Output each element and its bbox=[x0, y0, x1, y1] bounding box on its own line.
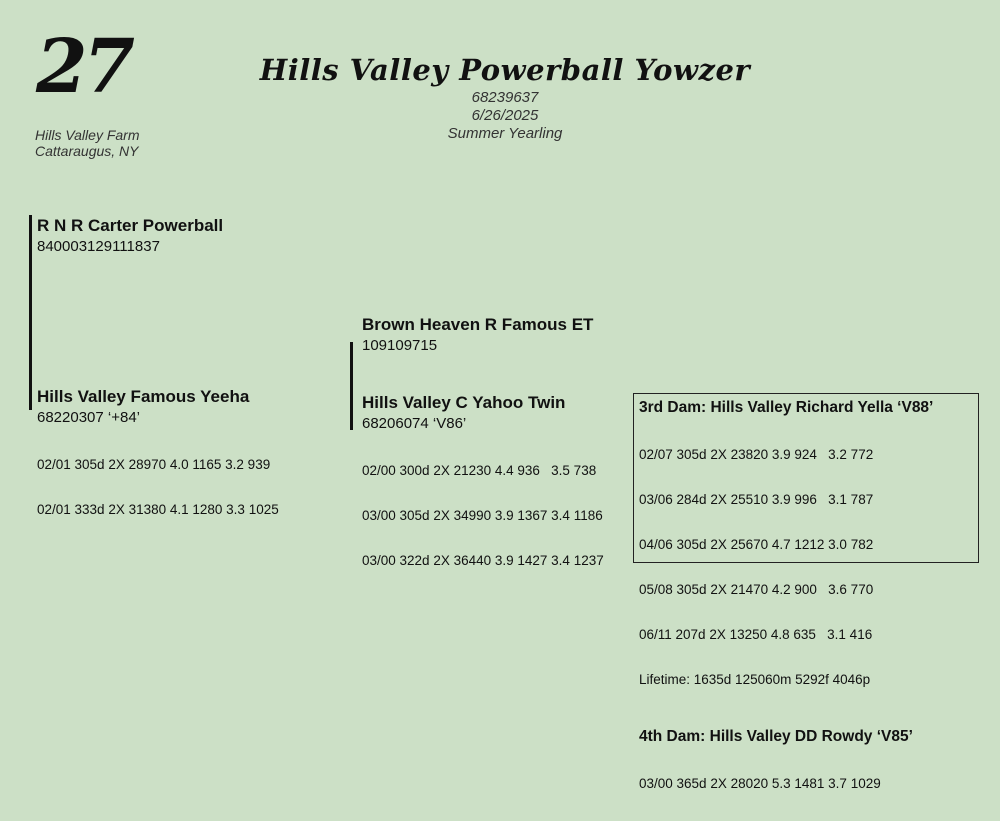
third-dam-record: 02/07 305d 2X 23820 3.9 924 3.2 772 bbox=[639, 447, 874, 462]
second-dam-record: 02/00 300d 2X 21230 4.4 936 3.5 738 bbox=[362, 463, 597, 478]
maternal-bracket-line bbox=[350, 342, 353, 430]
second-dam-records bbox=[362, 433, 604, 598]
sire-name: R N R Carter Powerball bbox=[37, 216, 224, 235]
animal-birth-date: 6/26/2025 bbox=[471, 107, 539, 124]
dam-record: 02/01 305d 2X 28970 4.0 1165 3.2 939 bbox=[37, 457, 271, 472]
dam-box bbox=[633, 393, 979, 791]
lot-number: 27 bbox=[36, 24, 131, 110]
animal-name: Hills Valley Powerball Yowzer bbox=[259, 53, 751, 87]
dam-block bbox=[37, 387, 279, 547]
dam-records bbox=[37, 427, 279, 547]
second-dam-name: Hills Valley C Yahoo Twin bbox=[362, 393, 566, 412]
maternal-grandsire-block bbox=[362, 315, 593, 354]
fourth-dam-name: 4th Dam: Hills Valley DD Rowdy ‘V85’ bbox=[639, 728, 913, 745]
third-dam-record: 03/06 284d 2X 25510 3.9 996 3.1 787 bbox=[639, 492, 874, 507]
dam-name: Hills Valley Famous Yeeha bbox=[37, 387, 250, 406]
third-dam-record: 04/06 305d 2X 25670 4.7 1212 3.0 782 bbox=[639, 537, 874, 552]
consignor-location: Cattaraugus, NY bbox=[35, 143, 139, 159]
animal-class: Summer Yearling bbox=[447, 125, 563, 142]
third-dam-lifetime: Lifetime: 1635d 125060m 5292f 4046p bbox=[639, 672, 871, 687]
maternal-grandsire-reg: 109109715 bbox=[362, 337, 438, 354]
fourth-dam-records bbox=[639, 746, 978, 821]
second-dam-reg: 68206074 ‘V86’ bbox=[362, 415, 467, 432]
second-dam-block bbox=[362, 393, 604, 598]
sire-reg: 840003129111837 bbox=[37, 238, 160, 255]
dam-record: 02/01 333d 2X 31380 4.1 1280 3.3 1025 bbox=[37, 502, 279, 517]
third-dam-record: 06/11 207d 2X 13250 4.8 635 3.1 416 bbox=[639, 627, 873, 642]
animal-info bbox=[0, 89, 1000, 143]
second-dam-record: 03/00 305d 2X 34990 3.9 1367 3.4 1186 bbox=[362, 508, 603, 523]
maternal-grandsire-name: Brown Heaven R Famous ET bbox=[362, 315, 594, 334]
consignor-farm: Hills Valley Farm bbox=[35, 127, 140, 143]
third-dam-name: 3rd Dam: Hills Valley Richard Yella ‘V88’ bbox=[639, 399, 934, 416]
third-dam-record: 05/08 305d 2X 21470 4.2 900 3.6 770 bbox=[639, 582, 874, 597]
dam-reg: 68220307 ‘+84’ bbox=[37, 409, 141, 426]
animal-reg-number: 68239637 bbox=[471, 89, 539, 106]
sire-dam-bracket-line bbox=[29, 215, 32, 410]
second-dam-record: 03/00 322d 2X 36440 3.9 1427 3.4 1237 bbox=[362, 553, 604, 568]
third-dam-records bbox=[639, 417, 978, 717]
fourth-dam-record: 03/00 365d 2X 28020 5.3 1481 3.7 1029 bbox=[639, 776, 881, 791]
sire-block bbox=[37, 216, 223, 255]
